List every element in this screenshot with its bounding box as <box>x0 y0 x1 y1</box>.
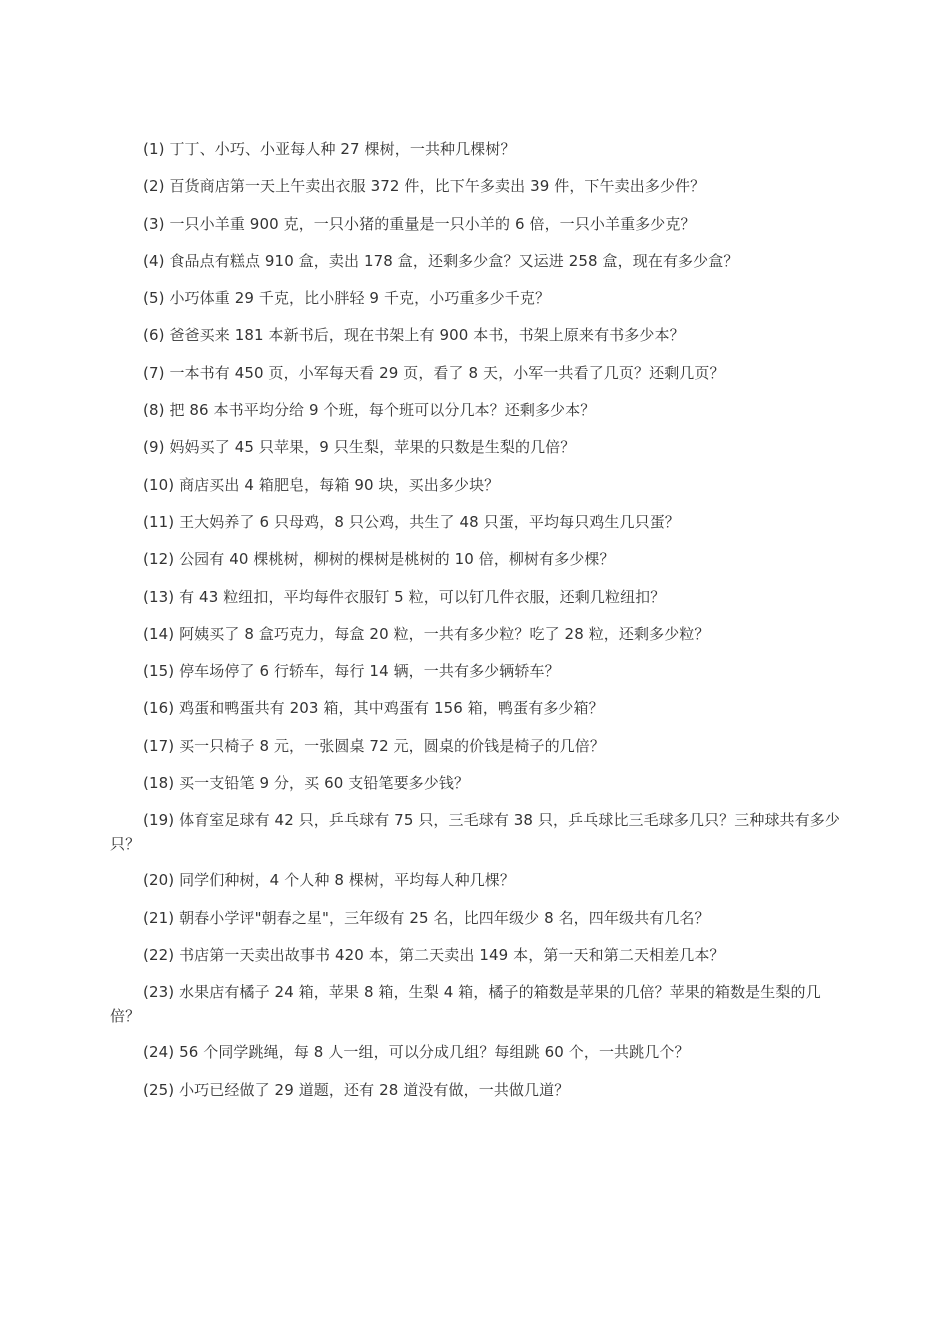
problem-text: 一只小羊重 900 克，一只小猪的重量是一只小羊的 6 倍，一只小羊重多少克？ <box>169 214 696 233</box>
problem-11 <box>110 510 843 534</box>
problem-text: 小巧已经做了 29 道题，还有 28 道没有做，一共做几道？ <box>179 1080 570 1099</box>
problem-text: 一本书有 450 页，小军每天看 29 页，看了 8 天，小军一共看了几页？还剩几页？ <box>169 363 725 382</box>
problem-3 <box>110 212 843 236</box>
problem-2 <box>110 174 843 198</box>
problem-19 <box>110 808 843 856</box>
problem-16 <box>110 696 843 720</box>
problem-21 <box>110 906 843 930</box>
problem-10 <box>110 473 843 497</box>
problem-text: 书店第一天卖出故事书 420 本，第二天卖出 149 本，第一天和第二天相差几本？ <box>179 945 725 964</box>
problem-24 <box>110 1040 843 1064</box>
problem-15 <box>110 659 843 683</box>
problem-22 <box>110 943 843 967</box>
problem-17 <box>110 734 843 758</box>
problem-14 <box>110 622 843 646</box>
problem-list <box>110 137 843 1102</box>
problem-25 <box>110 1078 843 1102</box>
problem-text: 妈妈买了 45 只苹果，9 只生梨，苹果的只数是生梨的几倍？ <box>169 438 576 457</box>
problem-text: 把 86 本书平均分给 9 个班，每个班可以分几本？还剩多少本？ <box>169 401 596 420</box>
problem-text: 商店买出 4 箱肥皂，每箱 90 块，买出多少块？ <box>179 475 500 494</box>
problem-number: (15) <box>143 662 175 681</box>
problem-number: (18) <box>143 774 175 793</box>
problem-number: (10) <box>143 475 175 494</box>
problem-text: 百货商店第一天上午卖出衣服 372 件，比下午多卖出 39 件，下午卖出多少件？ <box>169 177 706 196</box>
problem-number: (8) <box>143 401 165 420</box>
problem-text: 体育室足球有 42 只，乒乓球有 75 只，三毛球有 38 只，乒乓球比三毛球多几只？三种球共有多少只？ <box>110 811 840 854</box>
problem-number: (12) <box>143 550 175 569</box>
problem-number: (17) <box>143 736 175 755</box>
problem-20 <box>110 868 843 892</box>
problem-number: (23) <box>143 983 175 1002</box>
problem-number: (6) <box>143 326 165 345</box>
problem-13 <box>110 585 843 609</box>
problem-9 <box>110 435 843 459</box>
problem-text: 停车场停了 6 行轿车，每行 14 辆，一共有多少辆轿车？ <box>179 662 560 681</box>
problem-number: (11) <box>143 512 175 531</box>
problem-number: (5) <box>143 289 165 308</box>
problem-number: (3) <box>143 214 165 233</box>
problem-text: 公园有 40 棵桃树，柳树的棵树是桃树的 10 倍，柳树有多少棵？ <box>179 550 615 569</box>
problem-number: (9) <box>143 438 165 457</box>
problem-text: 56 个同学跳绳，每 8 人一组，可以分成几组？每组跳 60 个，一共跳几个？ <box>179 1043 690 1062</box>
problem-text: 爸爸买来 181 本新书后，现在书架上有 900 本书，书架上原来有书多少本？ <box>169 326 685 345</box>
problem-text: 朝春小学评"朝春之星"，三年级有 25 名，比四年级少 8 名，四年级共有几名？ <box>179 908 710 927</box>
problem-text: 丁丁、小巧、小亚每人种 27 棵树，一共种几棵树？ <box>169 140 516 158</box>
problem-text: 小巧体重 29 千克，比小胖轻 9 千克，小巧重多少千克？ <box>169 289 551 308</box>
problem-number: (19) <box>143 811 175 830</box>
problem-text: 有 43 粒纽扣，平均每件衣服钉 5 粒，可以钉几件衣服，还剩几粒纽扣？ <box>179 587 666 606</box>
problem-number: (7) <box>143 363 165 382</box>
problem-number: (22) <box>143 945 175 964</box>
problem-text: 王大妈养了 6 只母鸡，8 只公鸡，共生了 48 只蛋，平均每只鸡生几只蛋？ <box>179 512 680 531</box>
problem-6 <box>110 323 843 347</box>
problem-5 <box>110 286 843 310</box>
problem-1 <box>110 137 843 161</box>
problem-text: 买一只椅子 8 元，一张圆桌 72 元，圆桌的价钱是椅子的几倍？ <box>179 736 605 755</box>
problem-number: (14) <box>143 624 175 643</box>
problem-number: (24) <box>143 1043 175 1062</box>
problem-text: 买一支铅笔 9 分，买 60 支铅笔要多少钱？ <box>179 774 470 793</box>
problem-text: 同学们种树，4 个人种 8 棵树，平均每人种几棵？ <box>179 871 515 890</box>
problem-8 <box>110 398 843 422</box>
problem-number: (13) <box>143 587 175 606</box>
problem-number: (25) <box>143 1080 175 1099</box>
problem-12 <box>110 547 843 571</box>
problem-number: (21) <box>143 908 175 927</box>
problem-text: 食品点有糕点 910 盒，卖出 178 盒，还剩多少盒？又运进 258 盒，现在有多少盒？ <box>169 251 739 270</box>
problem-text: 鸡蛋和鸭蛋共有 203 箱，其中鸡蛋有 156 箱，鸭蛋有多少箱？ <box>179 699 604 718</box>
problem-number: (4) <box>143 251 165 270</box>
problem-4 <box>110 249 843 273</box>
problem-number: (16) <box>143 699 175 718</box>
problem-text: 水果店有橘子 24 箱，苹果 8 箱，生梨 4 箱，橘子的箱数是苹果的几倍？苹果的箱数是生梨的几倍？ <box>110 983 821 1026</box>
problem-number: (20) <box>143 871 175 890</box>
problem-18 <box>110 771 843 795</box>
problem-7 <box>110 361 843 385</box>
problem-text: 阿姨买了 8 盒巧克力，每盒 20 粒，一共有多少粒？吃了 28 粒，还剩多少粒？ <box>179 624 710 643</box>
problem-23 <box>110 980 843 1028</box>
problem-number: (1) <box>143 140 165 158</box>
problem-number: (2) <box>143 177 165 196</box>
